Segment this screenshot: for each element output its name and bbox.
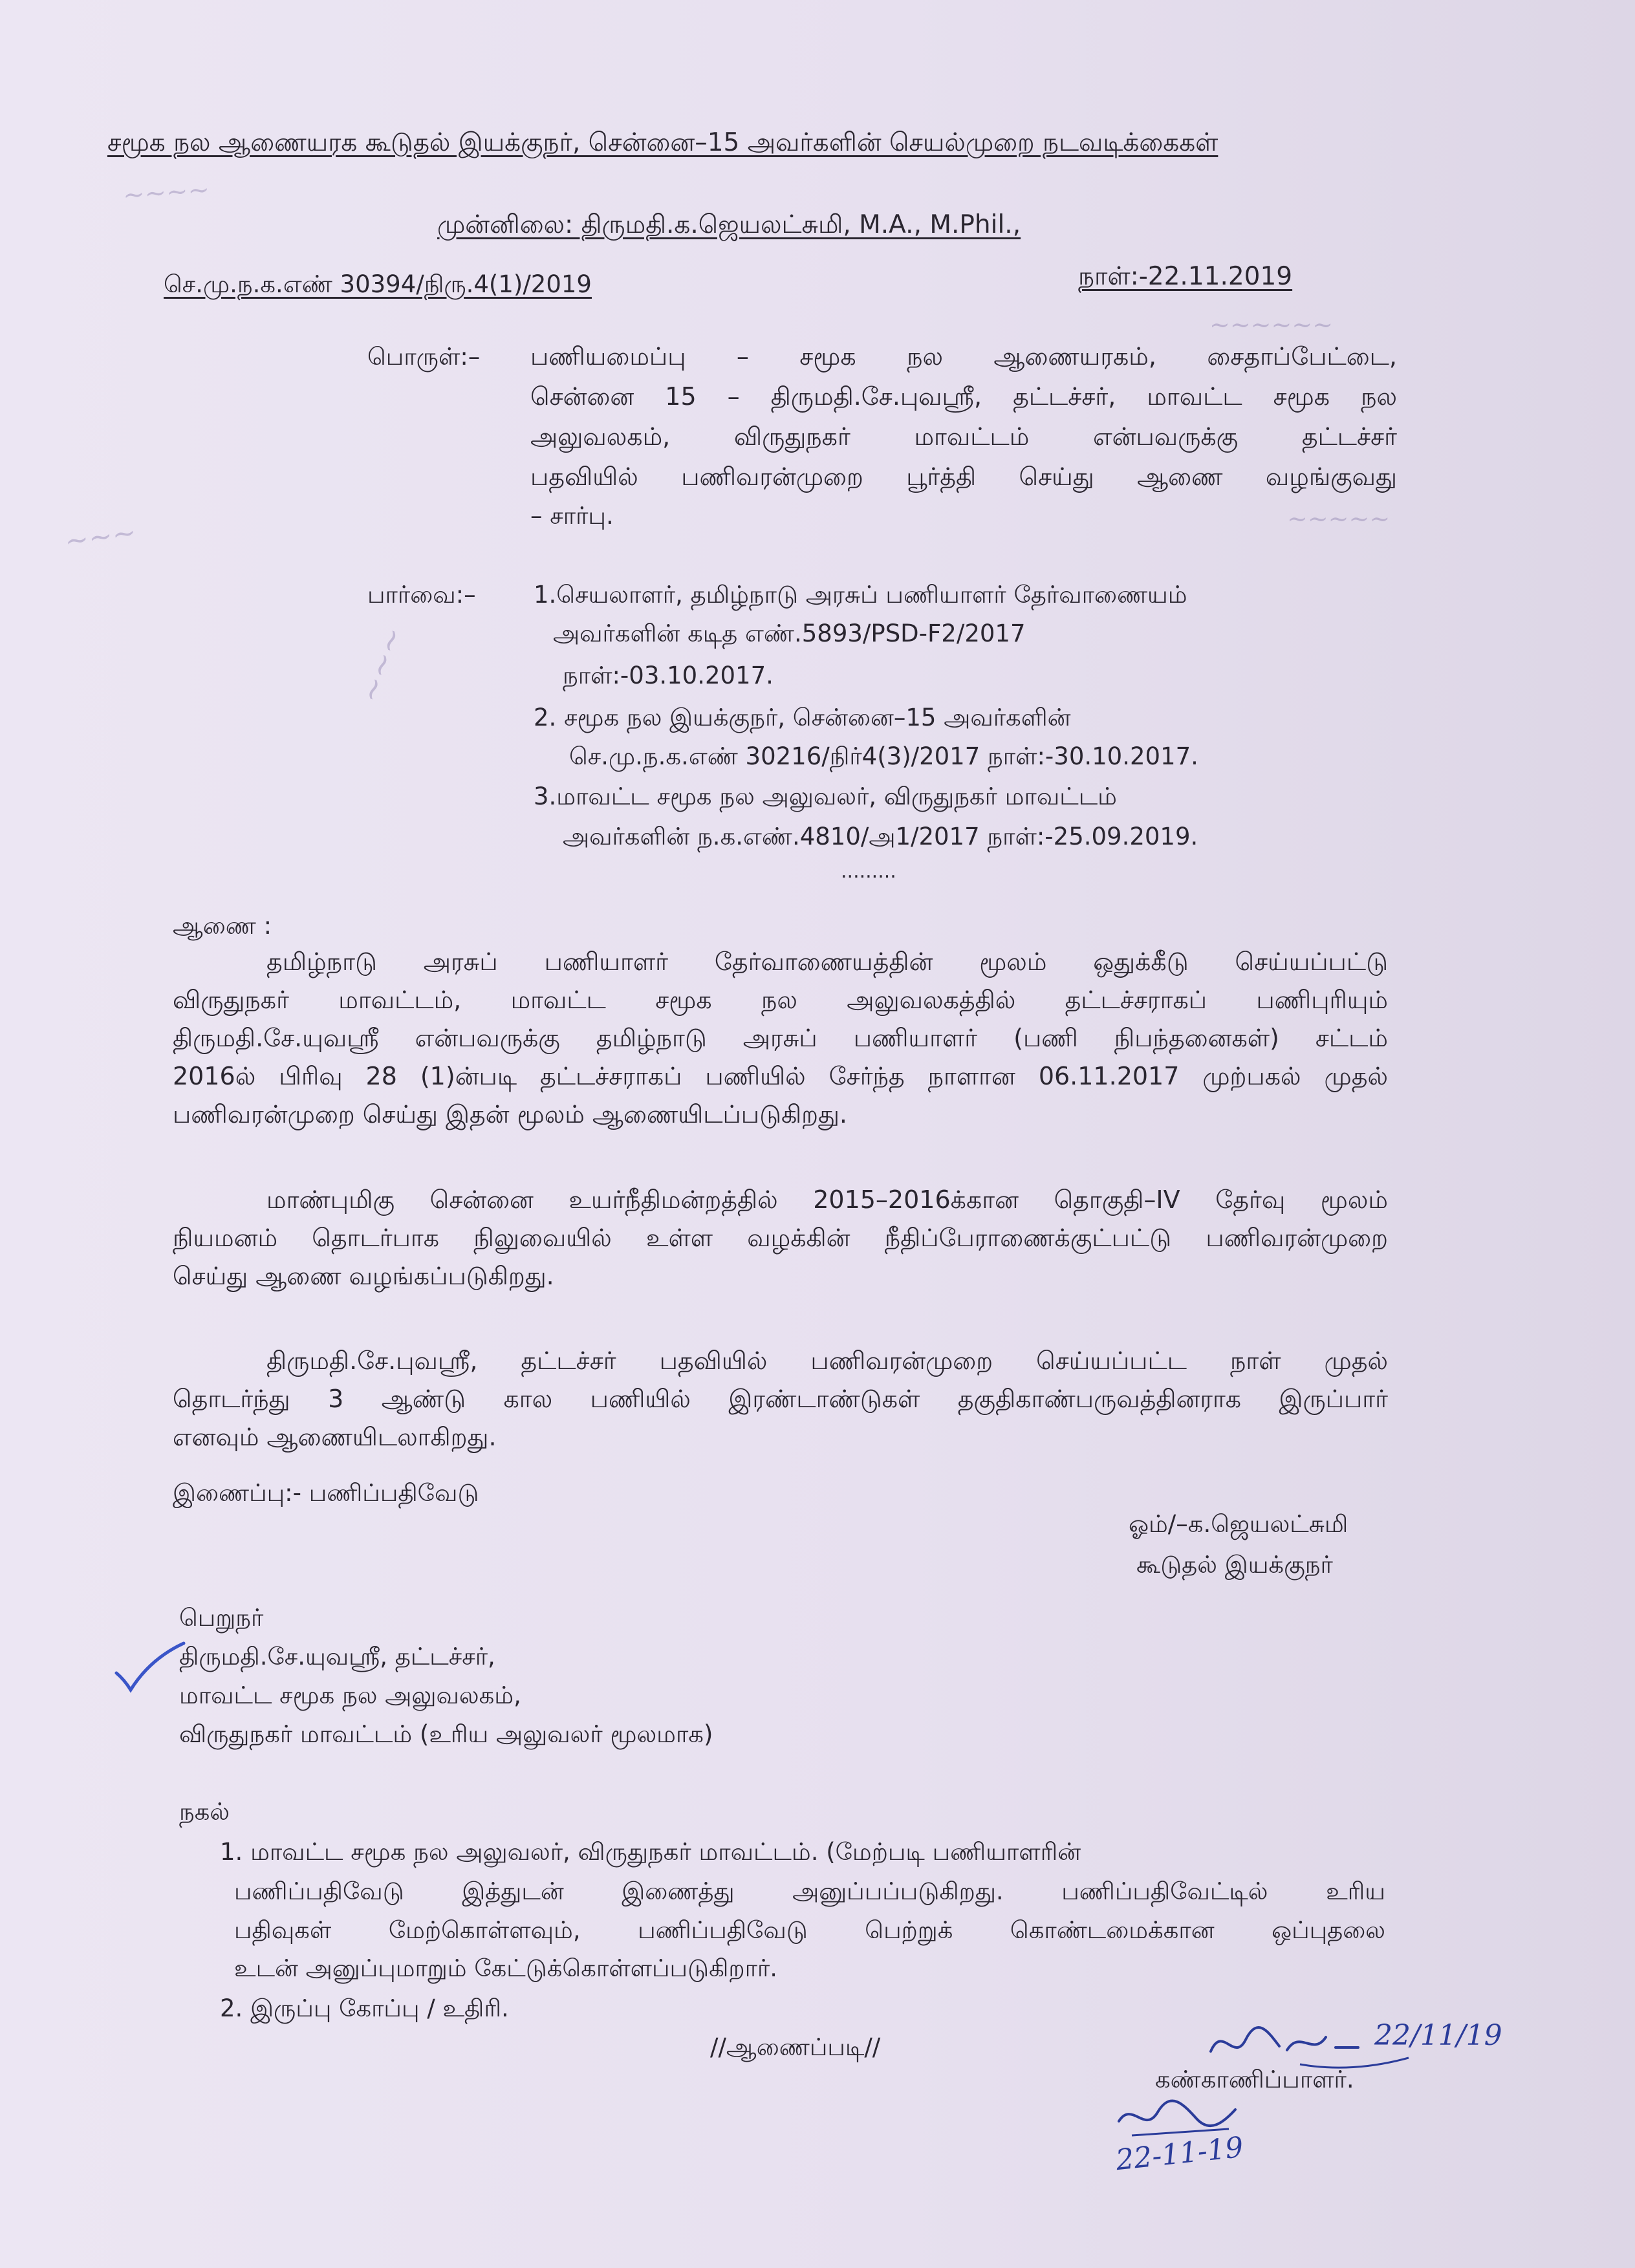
order-paragraph-line: பணிவரன்முறை செய்து இதன் மூலம் ஆணையிடப்படுகிறது. <box>173 1099 848 1129</box>
copy-item-line: பதிவுகள் மேற்கொள்ளவும், பணிப்பதிவேடு பெற்றுக் கொண்டமைக்கான ஒப்புதலை <box>234 1916 1385 1944</box>
order-paragraph-line: செய்து ஆணை வழங்கப்படுகிறது. <box>173 1261 554 1290</box>
subject-line: பதவியில் பணிவரன்முறை பூர்த்தி செய்து ஆணை வழங்குவது <box>530 462 1397 491</box>
order-paragraph-line: திருமதி.சே.யுவஸ்ரீ என்பவருக்கு தமிழ்நாடு அரசுப் பணியாளர் (பணி நிபந்தனைகள்) சட்டம் <box>173 1023 1388 1052</box>
reference-number: செ.மு.ந.க.எண் 30394/நிரு.4(1)/2019 <box>164 270 592 298</box>
subject-line: அலுவலகம், விருதுநகர் மாவட்டம் என்பவருக்கு தட்டச்சர் <box>530 422 1397 451</box>
order-paragraph-line: விருதுநகர் மாவட்டம், மாவட்ட சமூக நல அலுவலகத்தில் தட்டச்சராகப் பணிபுரியும் <box>173 985 1388 1014</box>
separator-dots: ......... <box>841 860 896 883</box>
subject-label: பொருள்:– <box>367 343 481 371</box>
copy-item-line: பணிப்பதிவேடு இத்துடன் இணைத்து அனுப்பப்படுகிறது. பணிப்பதிவேட்டில் உரிய <box>234 1877 1385 1905</box>
faded-stamp-mark: ~~~ <box>62 515 138 559</box>
faded-stamp-mark: ~~~~~ <box>1287 504 1391 533</box>
order-date: நாள்:-22.11.2019 <box>1078 262 1293 291</box>
faded-stamp-mark: ~~~~ <box>122 175 211 211</box>
reference-item: 1.செயலாளர், தமிழ்நாடு அரசுப் பணியாளர் தேர்வாணையம் <box>534 581 1187 609</box>
reference-item: அவர்களின் கடித எண்.5893/PSD-F2/2017 <box>553 620 1026 647</box>
order-paragraph-line: நியமனம் தொடர்பாக நிலுவையில் உள்ள வழக்கின் நீதிப்பேராணைக்குட்பட்டு பணிவரன்முறை <box>173 1223 1388 1252</box>
signatory-designation: கூடுதல் இயக்குநர் <box>1136 1551 1333 1579</box>
recipient-label: பெறுநர் <box>179 1604 264 1632</box>
enclosure-line: இணைப்பு:- பணிப்பதிவேடு <box>173 1479 479 1507</box>
order-paragraph-line: திருமதி.சே.புவஸ்ரீ, தட்டச்சர் பதவியில் பணிவரன்முறை செய்யப்பட்ட நாள் முதல் <box>266 1346 1388 1375</box>
order-paragraph-line: தமிழ்நாடு அரசுப் பணியாளர் தேர்வாணையத்தின் மூலம் ஒதுக்கீடு செய்யப்பட்டு <box>266 947 1388 976</box>
copy-item-line: உடன் அனுப்புமாறும் கேட்டுக்கொள்ளப்படுகிறார். <box>234 1954 777 1982</box>
signatory-name: ஓம்/–க.ஜெயலட்சுமி <box>1129 1510 1348 1538</box>
order-paragraph-line: 2016ல் பிரிவு 28 (1)ன்படி தட்டச்சராகப் பணியில் சேர்ந்த நாளான 06.11.2017 முற்பகல் முதல் <box>173 1061 1388 1090</box>
superintendent-title: கண்காணிப்பாளர். <box>1155 2066 1354 2093</box>
subject-line: சென்னை 15 – திருமதி.சே.புவஸ்ரீ, தட்டச்சர், மாவட்ட சமூக நல <box>530 382 1397 411</box>
reference-item: 2. சமூக நல இயக்குநர், சென்னை–15 அவர்களின் <box>534 704 1071 731</box>
order-label: ஆணை : <box>173 912 272 940</box>
reference-item: 3.மாவட்ட சமூக நல அலுவலர், விருதுநகர் மாவட்டம் <box>534 783 1117 810</box>
copy-item: 1. மாவட்ட சமூக நல அலுவலர், விருதுநகர் மாவட்டம். (மேற்படி பணியாளரின் <box>220 1838 1081 1866</box>
reference-item: செ.மு.ந.க.எண் 30216/நிர்4(3)/2017 நாள்:-30.10.2017. <box>569 742 1198 770</box>
reference-item: நாள்:-03.10.2017. <box>563 662 774 689</box>
copy-label: நகல் <box>179 1798 230 1826</box>
recipient-line: திருமதி.சே.யுவஸ்ரீ, தட்டச்சர், <box>179 1643 495 1670</box>
subject-line: – சார்பு. <box>530 502 614 530</box>
document-heading: சமூக நல ஆணையரக கூடுதல் இயக்குநர், சென்னை–15 அவர்களின் செயல்முறை நடவடிக்கைகள் <box>107 128 1218 157</box>
references-label: பார்வை:– <box>367 581 476 609</box>
order-paragraph-line: எனவும் ஆணையிடலாகிறது. <box>173 1422 497 1451</box>
recipient-line: விருதுநகர் மாவட்டம் (உரிய அலுவலர் மூலமாக) <box>179 1720 713 1748</box>
recipient-line: மாவட்ட சமூக நல அலுவலகம், <box>179 1681 521 1709</box>
order-paragraph-3 <box>173 1342 1388 1456</box>
order-paragraph-2 <box>173 1181 1388 1295</box>
order-paragraph-line: மாண்புமிகு சென்னை உயர்நீதிமன்றத்தில் 2015–2016க்கான தொகுதி–IV தேர்வு மூலம் <box>266 1185 1388 1214</box>
checkmark-icon <box>111 1639 189 1698</box>
copy-item: 2. இருப்பு கோப்பு / உதிரி. <box>220 1994 509 2022</box>
faded-stamp-mark: ~~~~~~ <box>1209 310 1334 339</box>
faded-signature-mark: ~~~ <box>351 621 413 708</box>
signature-date: 22/11/19 <box>1374 2019 1502 2052</box>
order-paragraph-line: தொடர்ந்து 3 ஆண்டு கால பணியில் இரண்டாண்டுகள் தகுதிகாண்பருவத்தினராக இருப்பார் <box>173 1384 1388 1413</box>
reference-item: அவர்களின் ந.க.எண்.4810/அ1/2017 நாள்:-25.09.2019. <box>563 823 1198 850</box>
initials-date: 22-11-19 <box>1114 2130 1245 2177</box>
order-copy-note: //ஆணைப்படி// <box>710 2033 881 2061</box>
order-paragraph-1 <box>173 943 1388 1133</box>
subject-line: பணியமைப்பு – சமூக நல ஆணையரகம், சைதாப்பேட்டை, <box>530 342 1397 371</box>
presence-line: முன்னிலை: திருமதி.க.ஜெயலட்சுமி, M.A., M.Phil., <box>437 210 1021 239</box>
